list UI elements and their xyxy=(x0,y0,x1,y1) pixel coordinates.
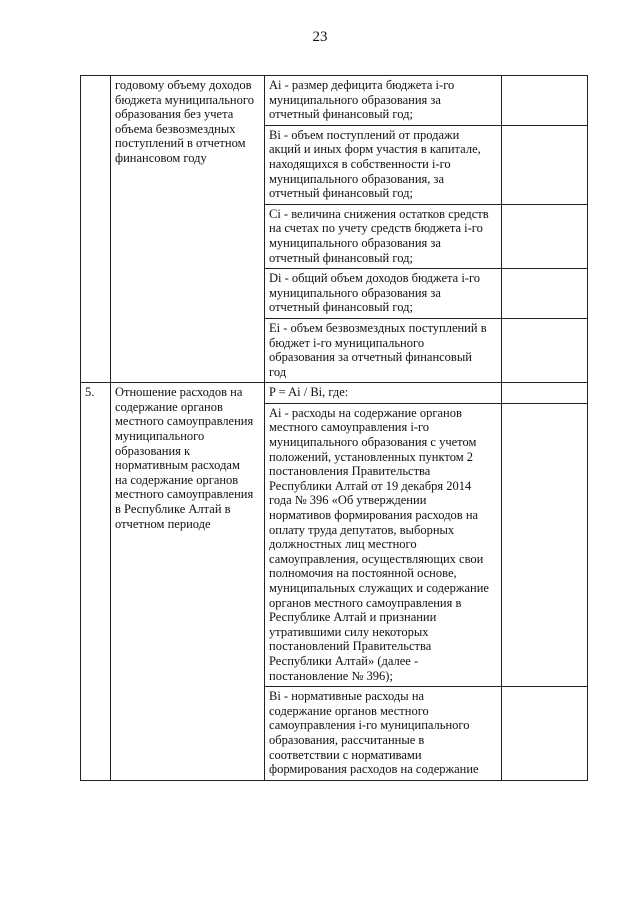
definition-line: муниципального образования за xyxy=(269,92,441,107)
definition-line: отчетный финансовый год; xyxy=(269,250,413,265)
definition-cell xyxy=(265,403,502,686)
definition-line: формирования расходов на содержание xyxy=(269,762,479,777)
definition-cell xyxy=(265,204,502,268)
table-row xyxy=(81,76,588,126)
indicator-name-line: нормативным расходам xyxy=(115,458,240,473)
indicator-name-line: Отношение расходов на xyxy=(115,385,243,400)
definition-line: органов местного самоуправления в xyxy=(269,595,462,610)
definition-line: утратившими силу некоторых xyxy=(269,624,429,639)
indicator-name-cell xyxy=(111,76,265,383)
empty-cell xyxy=(502,76,588,126)
empty-cell xyxy=(502,269,588,319)
definition-line: постановления Правительства xyxy=(269,464,431,479)
definition-line: Республики Алтай от 19 декабря 2014 xyxy=(269,478,472,493)
row-number: 5. xyxy=(85,385,95,400)
definition-line: самоуправления i-го муниципального xyxy=(269,718,470,733)
indicator-name-line: в Республике Алтай в xyxy=(115,502,231,517)
row-number-cell xyxy=(81,383,111,780)
empty-cell xyxy=(502,318,588,382)
definition-cell xyxy=(265,687,502,781)
definition-line: образования за отчетный финансовый xyxy=(269,350,472,365)
indicator-name-line: образования без учета xyxy=(115,107,234,122)
definition-line: отчетный финансовый год; xyxy=(269,186,413,201)
definition-line: муниципального образования с учетом xyxy=(269,435,477,450)
definition-line: самоуправления, осуществляющих свои xyxy=(269,551,484,566)
definition-line: постановлений Правительства xyxy=(269,639,432,654)
definition-line: Ei - объем безвозмездных поступлений в xyxy=(269,320,487,335)
definition-line: отчетный финансовый год; xyxy=(269,300,413,315)
definition-line: Bi - нормативные расходы на xyxy=(269,689,425,704)
indicator-table-body xyxy=(81,76,588,781)
definition-line: местного самоуправления i-го xyxy=(269,420,430,435)
indicator-name-line: отчетном периоде xyxy=(115,516,211,531)
definition-line: года № 396 «Об утверждении xyxy=(269,493,427,508)
definition-line: находящихся в собственности i-го xyxy=(269,156,451,171)
definition-line: образования, рассчитанные в xyxy=(269,732,425,747)
empty-cell xyxy=(502,383,588,404)
indicator-name-line: муниципального xyxy=(115,429,205,444)
page-number: 23 xyxy=(312,29,328,45)
definition-line: Ai - размер дефицита бюджета i-го xyxy=(269,78,455,92)
row-number-cell xyxy=(81,76,111,383)
definition-line: на счетах по учету средств бюджета i-го xyxy=(269,221,483,236)
definition-line: муниципального образования, за xyxy=(269,171,445,186)
indicator-name-line: бюджета муниципального xyxy=(115,92,254,107)
definition-line: отчетный финансовый год; xyxy=(269,107,413,122)
indicator-name-line: местного самоуправления xyxy=(115,414,254,429)
indicator-table xyxy=(80,75,588,781)
indicator-name-line: местного самоуправления xyxy=(115,487,254,502)
indicator-name-line: объема безвозмездных xyxy=(115,121,236,136)
indicator-name-line: образования к xyxy=(115,443,191,458)
definition-line: должностных лиц местного xyxy=(269,537,417,552)
indicator-name-line: поступлений в отчетном xyxy=(115,136,246,151)
indicator-name-line: содержание органов xyxy=(115,399,223,414)
definition-line: Ci - величина снижения остатков средств xyxy=(269,206,489,221)
definition-cell xyxy=(265,125,502,204)
definition-line: соответствии с нормативами xyxy=(269,747,422,762)
definition-line: нормативов формирования расходов на xyxy=(269,508,479,523)
definition-line: муниципального образования за xyxy=(269,285,441,300)
indicator-name-cell xyxy=(111,383,265,780)
definition-line: Республики Алтай» (далее - xyxy=(269,653,419,668)
empty-cell xyxy=(502,204,588,268)
indicator-name-line: финансовом году xyxy=(115,150,207,165)
definition-line: полномочия на постоянной основе, xyxy=(269,566,457,581)
empty-cell xyxy=(502,125,588,204)
definition-line: Di - общий объем доходов бюджета i-го xyxy=(269,271,481,286)
definition-line: P = Ai / Bi, где: xyxy=(269,385,349,400)
definition-cell xyxy=(265,383,502,404)
definition-line: бюджет i-го муниципального xyxy=(269,335,425,350)
definition-line: акций и иных форм участия в капитале, xyxy=(269,142,481,157)
definition-cell xyxy=(265,76,502,126)
definition-line: оплату труда депутатов, выборных xyxy=(269,522,455,537)
definition-line: Республике Алтай и признании xyxy=(269,610,437,625)
definition-line: год xyxy=(269,364,287,379)
definition-cell xyxy=(265,269,502,319)
definition-line: положений, установленных пунктом 2 xyxy=(269,449,473,464)
definition-cell xyxy=(265,318,502,382)
definition-line: муниципальных служащих и содержание xyxy=(269,581,489,595)
definition-line: Ai - расходы на содержание органов xyxy=(269,405,462,420)
definition-line: Bi - объем поступлений от продажи xyxy=(269,127,460,142)
definition-line: содержание органов местного xyxy=(269,703,429,718)
empty-cell xyxy=(502,687,588,781)
indicator-name-line: годовому объему доходов xyxy=(115,78,252,92)
indicator-name-line: на содержание органов xyxy=(115,472,239,487)
definition-line: постановление № 396); xyxy=(269,668,393,683)
table-row xyxy=(81,383,588,404)
definition-line: муниципального образования за xyxy=(269,235,441,250)
empty-cell xyxy=(502,403,588,686)
